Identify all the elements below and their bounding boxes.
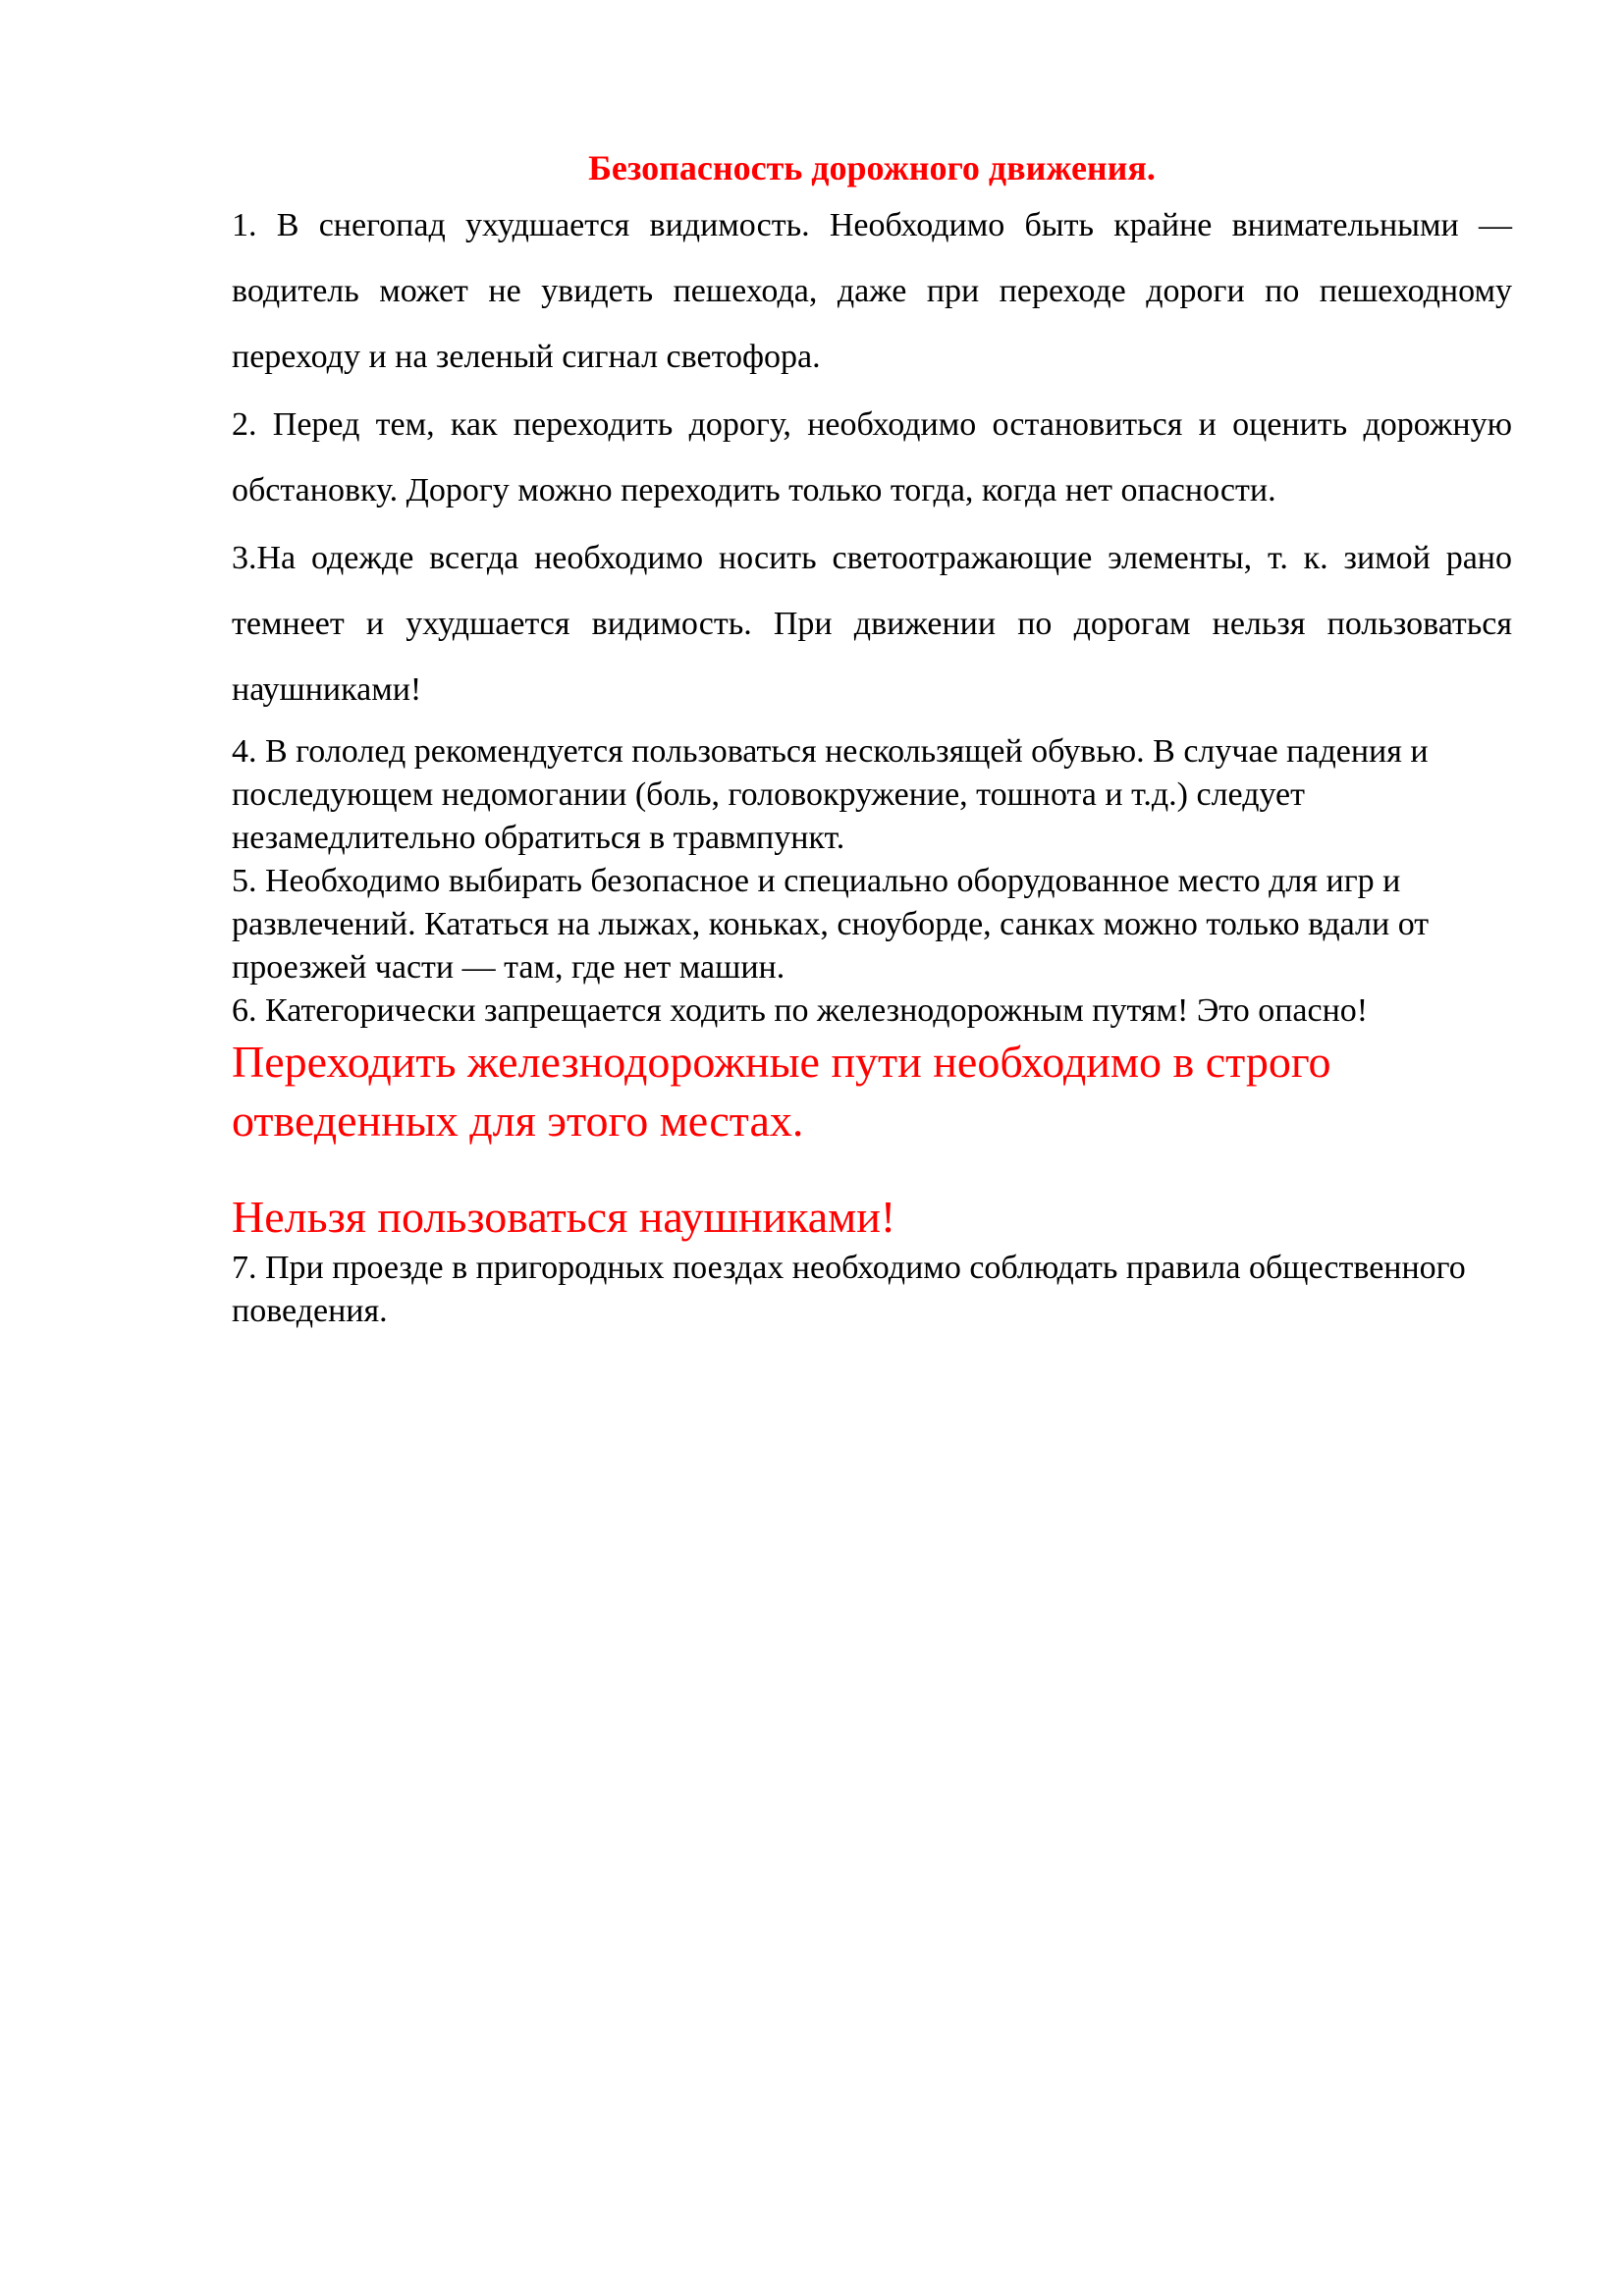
document-body [232,147,1512,1333]
paragraph-item-4: 4. В гололед рекомендуется пользоваться нескользящей обувью. В случае падения и последующем недомогании (боль, головокружение, тошнота и т.д.) следует незамедлительно обратиться в травмпункт. [232,733,1429,856]
document-title: Безопасность дорожного движения. [588,148,1156,187]
paragraph-item-2: 2. Перед тем, как переходить дорогу, необходимо остановиться и оценить дорожную обстановку. Дорогу можно переходить только тогда, когда нет опасности. [232,406,1512,508]
warning-headphones: Нельзя пользоваться наушниками! [232,1192,896,1242]
paragraph-item-6: 6. Категорически запрещается ходить по железнодорожным путям! Это опасно! [232,992,1369,1029]
paragraph-item-1: 1. В снегопад ухудшается видимость. Необходимо быть крайне внимательными — водитель может не увидеть пешехода, даже при переходе дороги по пешеходному переходу и на зеленый сигнал светофора. [232,207,1512,375]
warning-railway-crossing: Переходить железнодорожные пути необходимо в строго отведенных для этого местах. [232,1037,1331,1146]
paragraph-item-7: 7. При проезде в пригородных поездах необходимо соблюдать правила общественного поведения. [232,1250,1466,1329]
paragraph-item-5: 5. Необходимо выбирать безопасное и специально оборудованное место для игр и развлечений. Кататься на лыжах, коньках, сноуборде, санках можно только вдали от проезжей части — там, где нет машин. [232,863,1430,986]
paragraph-item-3: 3.На одежде всегда необходимо носить светоотражающие элементы, т. к. зимой рано темнеет и ухудшается видимость. При движении по дорогам нельзя пользоваться наушниками! [232,540,1512,708]
